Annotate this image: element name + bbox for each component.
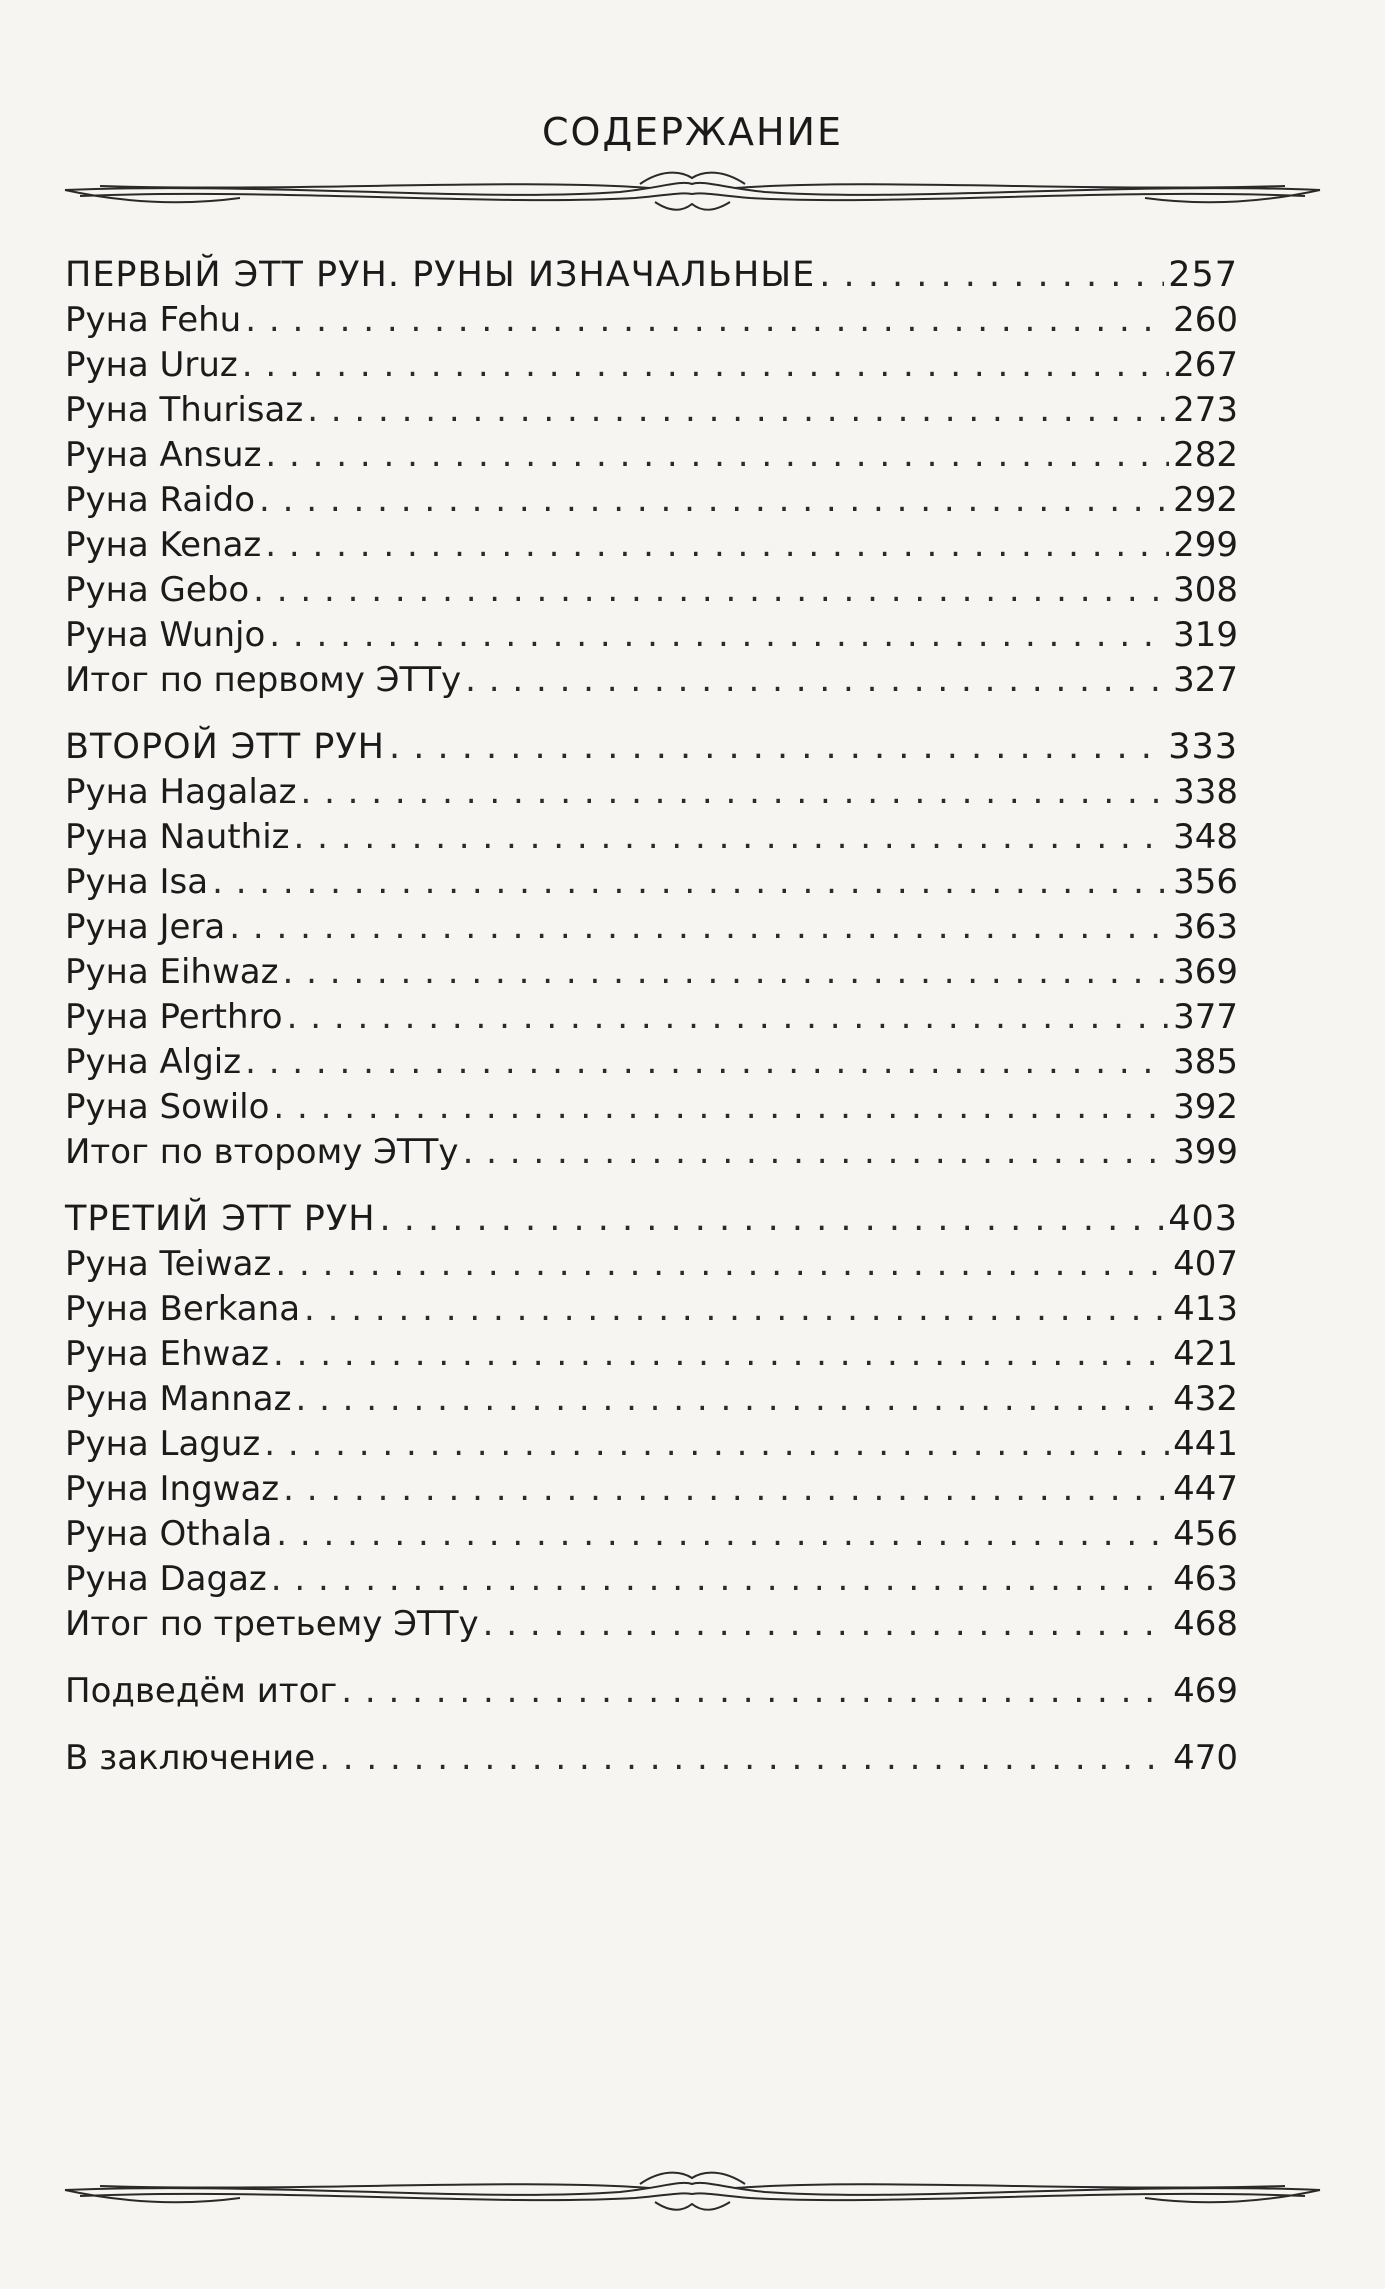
toc-entry[interactable] [65,1512,1238,1557]
toc-entry[interactable] [65,1377,1238,1422]
toc-page-number: 441 [1173,1424,1238,1464]
toc-entry-label: Руна Teiwaz [65,1244,272,1284]
toc-entry[interactable] [65,298,1238,343]
toc-entry-label: Руна Ehwaz [65,1334,270,1374]
toc-entry[interactable] [65,523,1238,568]
toc-page-number: 308 [1173,570,1238,610]
toc-page-number: 407 [1173,1244,1238,1284]
toc-page-number: 363 [1173,907,1238,947]
leader-dots [265,523,1169,568]
toc-page-number: 338 [1173,772,1238,812]
toc-heading-label: ТРЕТИЙ ЭТТ РУН [65,1199,376,1239]
toc-entry[interactable] [65,568,1238,613]
toc-page-number: 456 [1173,1514,1238,1554]
leader-dots [283,1467,1169,1512]
toc-entry[interactable] [65,1130,1238,1175]
leader-dots [307,388,1169,433]
toc-entry[interactable] [65,1602,1238,1647]
leader-dots [295,1377,1169,1422]
toc-entry[interactable] [65,905,1238,950]
toc-entry[interactable] [65,995,1238,1040]
toc-entry[interactable] [65,1332,1238,1377]
toc-page-number: 392 [1173,1087,1238,1127]
toc-entry[interactable] [65,1736,1238,1781]
toc-entry[interactable] [65,613,1238,658]
leader-dots [276,1512,1169,1557]
leader-dots [265,433,1169,478]
toc-page-number: 282 [1173,435,1238,475]
toc-entry-label: Руна Algiz [65,1042,242,1082]
toc-entry[interactable] [65,1557,1238,1602]
toc-page-number: 469 [1173,1671,1238,1711]
leader-dots [259,478,1169,523]
toc-entry[interactable] [65,1085,1238,1130]
toc-section-summary [65,1669,1238,1714]
leader-dots [300,770,1169,815]
toc-page-number: 292 [1173,480,1238,520]
toc-page-number: 299 [1173,525,1238,565]
toc-page-number: 421 [1173,1334,1238,1374]
toc-entry[interactable] [65,770,1238,815]
toc-entry-label: Руна Wunjo [65,615,266,655]
toc-heading[interactable] [65,725,1238,770]
toc-page-number: 432 [1173,1379,1238,1419]
leader-dots [245,1040,1169,1085]
toc-entry-label: Руна Eihwaz [65,952,279,992]
toc-entry[interactable] [65,1467,1238,1512]
leader-dots [253,568,1169,613]
toc-page-number: 463 [1173,1559,1238,1599]
bottom-ornament-divider [60,2160,1325,2220]
toc-entry-label: Подведём итог [65,1671,338,1711]
toc-entry[interactable] [65,433,1238,478]
toc-entry[interactable] [65,950,1238,995]
leader-dots [245,298,1169,343]
toc-entry-label: Руна Dagaz [65,1559,267,1599]
toc-entry-label: Руна Mannaz [65,1379,292,1419]
toc-section-third-ett [65,1197,1238,1647]
toc-entry-label: Руна Perthro [65,997,283,1037]
leader-dots [294,815,1170,860]
toc-entry-label: Руна Laguz [65,1424,261,1464]
toc-page-number: 399 [1173,1132,1238,1172]
leader-dots [483,1602,1169,1647]
toc-page-number: 356 [1173,862,1238,902]
leader-dots [212,860,1169,905]
leader-dots [273,1085,1169,1130]
toc-page-number: 468 [1173,1604,1238,1644]
toc-heading[interactable] [65,1197,1238,1242]
toc-page-number: 348 [1173,817,1238,857]
toc-page-number: 257 [1168,255,1238,295]
toc-entry-label: Руна Kenaz [65,525,262,565]
toc-entry-label: Руна Berkana [65,1289,301,1329]
table-of-contents [65,253,1238,1781]
toc-page-number: 377 [1173,997,1238,1037]
toc-entry-label: Руна Raido [65,480,256,520]
toc-entry-label: Руна Thurisaz [65,390,304,430]
leader-dots [269,613,1169,658]
toc-entry[interactable] [65,815,1238,860]
leader-dots [242,343,1169,388]
toc-entry-label: Итог по первому ЭТТу [65,660,462,700]
toc-entry-label: В заключение [65,1738,316,1778]
leader-dots [819,253,1164,298]
leader-dots [275,1242,1169,1287]
toc-entry[interactable] [65,860,1238,905]
toc-entry[interactable] [65,1669,1238,1714]
toc-section-first-ett [65,253,1238,703]
leader-dots [229,905,1169,950]
toc-heading-label: ПЕРВЫЙ ЭТТ РУН. РУНЫ ИЗНАЧАЛЬНЫЕ [65,255,816,295]
toc-entry-label: Руна Gebo [65,570,250,610]
toc-heading[interactable] [65,253,1238,298]
toc-entry-label: Итог по третьему ЭТТу [65,1604,479,1644]
toc-entry-label: Руна Nauthiz [65,817,290,857]
toc-entry[interactable] [65,343,1238,388]
toc-page-number: 470 [1173,1738,1238,1778]
toc-entry-label: Руна Isa [65,862,209,902]
leader-dots [282,950,1169,995]
toc-entry[interactable] [65,1422,1238,1467]
leader-dots [273,1332,1169,1377]
page-title: СОДЕРЖАНИЕ [542,110,843,154]
toc-entry-label: Руна Uruz [65,345,238,385]
toc-entry[interactable] [65,658,1238,703]
leader-dots [271,1557,1169,1602]
toc-page-number: 319 [1173,615,1238,655]
top-ornament-divider [60,162,1325,222]
toc-page-number: 385 [1173,1042,1238,1082]
leader-dots [380,1197,1165,1242]
toc-section-conclusion [65,1736,1238,1781]
toc-page-number: 327 [1173,660,1238,700]
toc-entry-label: Руна Ingwaz [65,1469,280,1509]
toc-page-number: 260 [1173,300,1238,340]
toc-entry[interactable] [65,1287,1238,1332]
toc-page-number: 273 [1173,390,1238,430]
toc-entry-label: Руна Fehu [65,300,242,340]
toc-page-number: 413 [1173,1289,1238,1329]
toc-page-number: 267 [1173,345,1238,385]
leader-dots [287,995,1169,1040]
toc-entry-label: Руна Othala [65,1514,273,1554]
toc-page-number: 447 [1173,1469,1238,1509]
leader-dots [264,1422,1169,1467]
toc-entry[interactable] [65,388,1238,433]
toc-section-second-ett [65,725,1238,1175]
toc-entry[interactable] [65,1242,1238,1287]
toc-entry-label: Руна Sowilo [65,1087,270,1127]
toc-heading-label: ВТОРОЙ ЭТТ РУН [65,727,385,767]
toc-entry-label: Итог по второму ЭТТу [65,1132,459,1172]
toc-page-number: 333 [1168,727,1238,767]
leader-dots [465,658,1169,703]
toc-entry-label: Руна Ansuz [65,435,262,475]
leader-dots [341,1669,1169,1714]
toc-page-number: 403 [1168,1199,1238,1239]
leader-dots [304,1287,1169,1332]
toc-entry-label: Руна Hagalaz [65,772,297,812]
toc-entry[interactable] [65,478,1238,523]
leader-dots [319,1736,1169,1781]
toc-entry-label: Руна Jera [65,907,226,947]
leader-dots [389,725,1164,770]
leader-dots [463,1130,1170,1175]
toc-entry[interactable] [65,1040,1238,1085]
toc-page-number: 369 [1173,952,1238,992]
